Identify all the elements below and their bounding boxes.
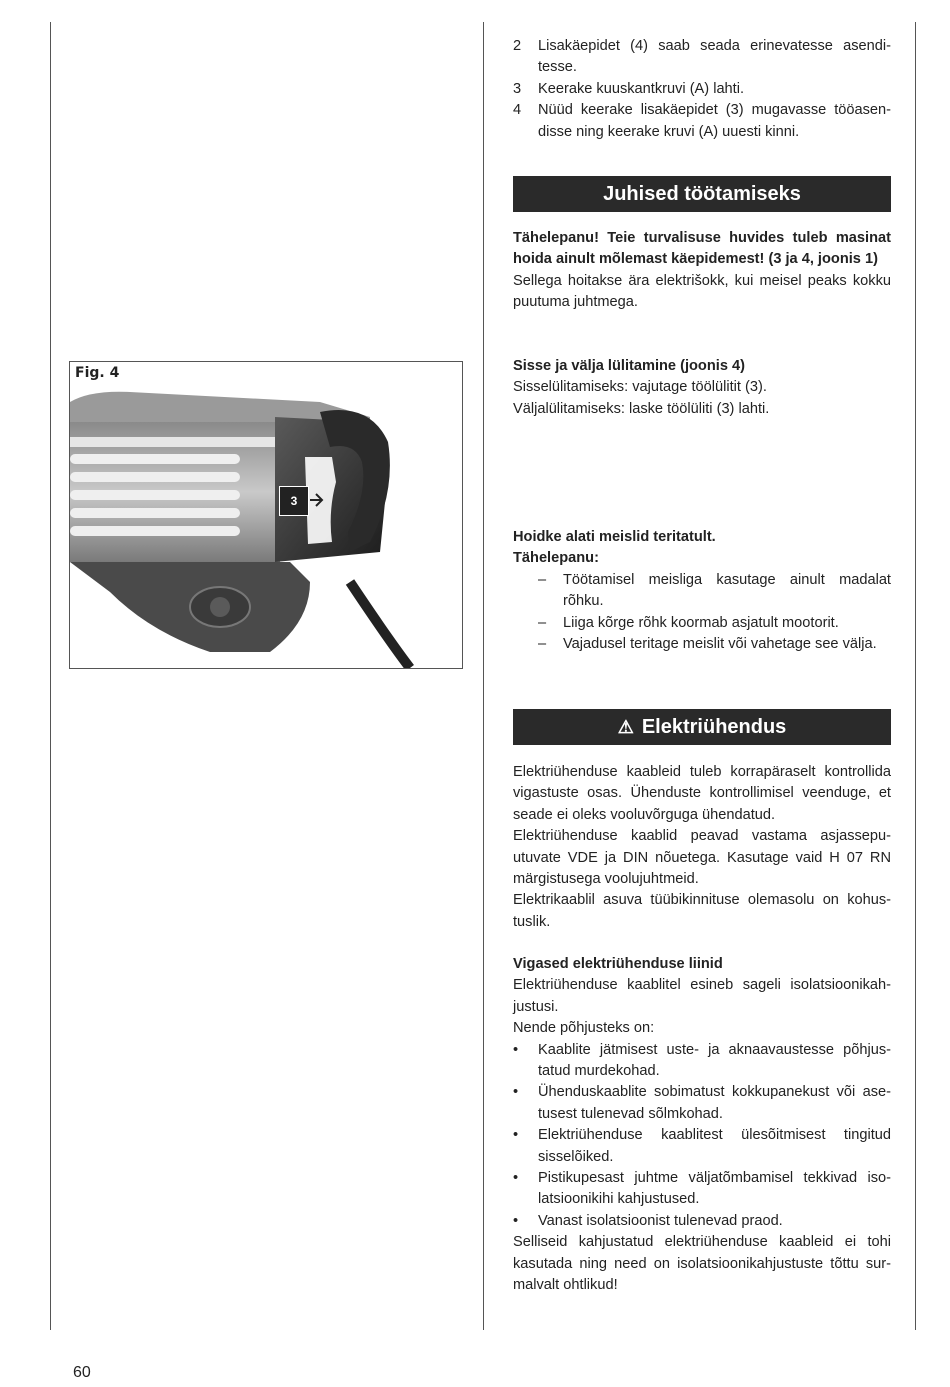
paragraph: Nende põhjusteks on: — [513, 1020, 655, 1037]
warning-bold-text: Tähelepanu! Teie turvalisuse huvides tuleb masinat hoida ainult mõlemast käepidemest! (3 ja 4, joonis 1) — [513, 230, 891, 268]
list-item: – Liiga kõrge rõhk koormab asjatult mootorit. — [538, 614, 839, 631]
section-heading-electrical: ⚠ Elektriühendus — [513, 709, 891, 745]
list-item: • Pistikupesast juhtme väljatõmbamisel tekkivad iso-latsioonikihi kahjustused. — [513, 1170, 891, 1208]
paragraph: Elektriühenduse kaablid peavad vastama asjassepu-utuvate VDE ja DIN nõuetega. Kasutage vaid H 07 RN märgistusega voolujuhtmeid. — [513, 828, 891, 888]
faulty-heading: Vigased elektriühenduse liinid — [513, 956, 723, 972]
figure-label: Fig. 4 — [75, 365, 120, 381]
list-item: • Ühenduskaablite sobimatust kokkupanekust või ase-tusest tulenevad sõlmkohad. — [513, 1084, 891, 1122]
section-heading-work-instructions: Juhised töötamiseks — [513, 176, 891, 212]
step-item: 4 Nüüd keerake lisakäepidet (3) mugavasse tööasen-disse ning keerake kruvi (A) uuesti kinni. — [513, 102, 891, 140]
paragraph: Elektriühenduse kaableid tuleb korrapäraselt kontrollida vigastuste osas. Ühenduste kontrollimisel veenduge, et seade ei oleks vooluvõrguga ühendatud. — [513, 764, 891, 823]
page-number: 60 — [73, 1364, 91, 1381]
list-item: • Kaablite jätmisest uste- ja aknaavaustesse põhjus-tatud murdekohad. — [513, 1041, 891, 1080]
left-margin-rule — [50, 22, 51, 1330]
callout-badge: 3 — [279, 486, 309, 516]
steps-block — [513, 36, 891, 143]
right-margin-rule — [915, 22, 916, 1330]
closing-paragraph: Selliseid kahjustatud elektriühenduse kaableid ei tohi kasutada ning need on isolatsioonikahjustuste tõttu sur-malvalt ohtlikud! — [513, 1234, 891, 1294]
warning-triangle-icon: ⚠ — [617, 716, 634, 737]
list-item: – Vajadusel teritage meislit või vahetage see välja. — [538, 636, 877, 653]
column-divider-rule — [483, 22, 484, 1330]
switch-off-text: Väljalülitamiseks: laske töölüliti (3) lahti. — [513, 400, 770, 417]
switching-heading: Sisse ja välja lülitamine (joonis 4) — [513, 358, 745, 374]
step-item: 3 Keerake kuuskantkruvi (A) lahti. — [513, 80, 745, 97]
figure-4 — [69, 361, 463, 669]
chisel-heading: Hoidke alati meislid teritatult. — [513, 529, 716, 545]
safety-warning — [513, 228, 891, 314]
attention-label: Tähelepanu: — [513, 550, 599, 567]
faulty-lines-block — [513, 954, 891, 1297]
list-item: • Vanast isolatsioonist tulenevad praod. — [513, 1212, 783, 1229]
list-item: – Töötamisel meisliga kasutage ainult madalat rõhku. — [538, 571, 891, 610]
switching-block — [513, 356, 891, 420]
warning-text: Sellega hoitakse ära elektrišokk, kui meisel peaks kokku puutuma juhtmega. — [513, 272, 891, 311]
paragraph: Elektrikaablil asuva tüübikinnituse olemasolu on kohus-tuslik. — [513, 892, 891, 930]
step-item: 2 Lisakäepidet (4) saab seada erinevatesse asendi-tesse. — [513, 38, 891, 76]
demolition-hammer-image — [70, 362, 462, 668]
paragraph: Elektriühenduse kaablitel esineb sageli isolatsioonikah-justusi. — [513, 977, 891, 1015]
switch-on-text: Sisselülitamiseks: vajutage töölülitit (3). — [513, 379, 767, 396]
electrical-paragraphs — [513, 762, 891, 933]
chisel-block — [513, 527, 891, 655]
list-item: • Elektriühenduse kaablitest ülesõitmisest tingitud sisselõiked. — [513, 1127, 891, 1165]
